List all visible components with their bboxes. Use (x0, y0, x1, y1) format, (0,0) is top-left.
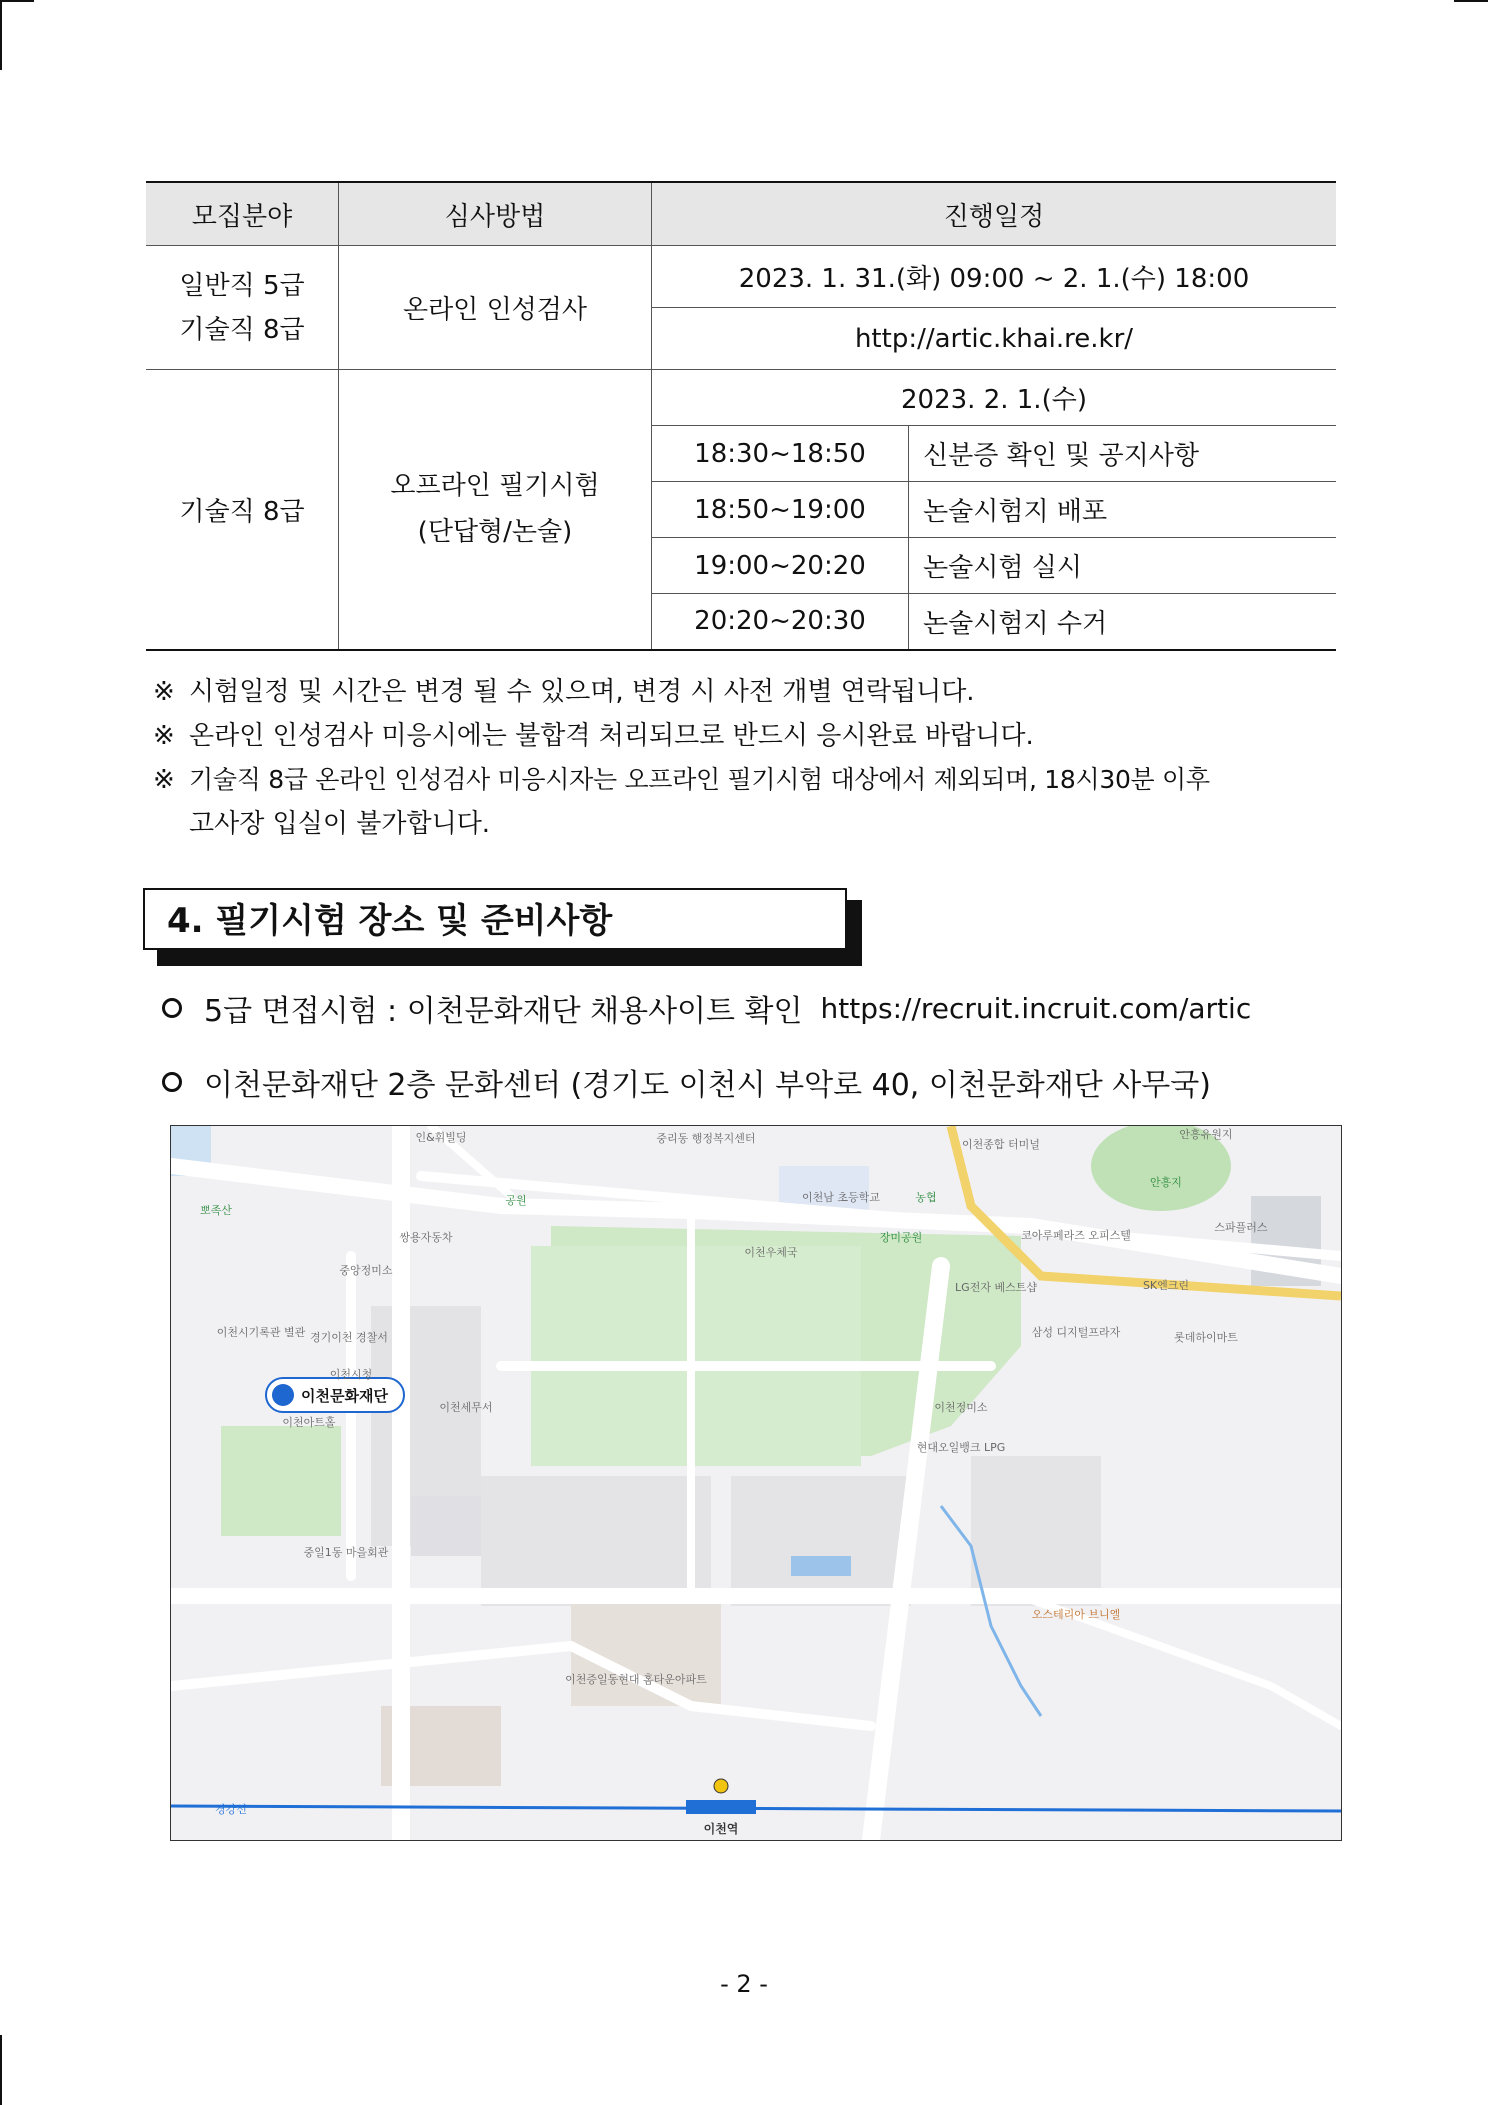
slot-time: 19:00~20:20 (652, 538, 909, 594)
header-field: 모집분야 (146, 182, 339, 246)
circle-bullet-icon (162, 998, 182, 1018)
method-offline-line2: (단답형/논술) (417, 517, 573, 548)
map-label: 롯데하이마트 (1174, 1331, 1238, 1344)
crop-mark (0, 0, 34, 2)
bullet-text: 5급 면접시험 : 이천문화재단 채용사이트 확인 (204, 994, 803, 1029)
map-label: 이천우체국 (744, 1246, 798, 1259)
offline-date: 2023. 2. 1.(수) (652, 370, 1337, 426)
crop-mark (0, 0, 2, 70)
map-label: 오스테리아 브니엘 (1031, 1608, 1121, 1621)
recruit-url-link[interactable]: https://recruit.incruit.com/artic (820, 991, 1252, 1025)
map-label: 이천시청 (329, 1368, 373, 1381)
map-label: 이천정미소 (934, 1401, 988, 1414)
field-general-5: 일반직 5급 (179, 270, 305, 301)
map-label: 이천아트홀 (282, 1416, 336, 1429)
map-label: 중일1동 마을회관 (303, 1546, 389, 1559)
note-text: 기술직 8급 온라인 인성검사 미응시자는 오프라인 필기시험 대상에서 제외되며, 18시30분 이후 (189, 765, 1210, 794)
note-mark: ※ (153, 721, 175, 751)
bullet-text: 이천문화재단 2층 문화센터 (경기도 이천시 부악로 40, 이천문화재단 사무국) (204, 1068, 1211, 1103)
map-label: 이천남 초등학교 (802, 1191, 880, 1204)
bullet-item (162, 1060, 1211, 1104)
map-pin-label: 이천문화재단 (301, 1387, 388, 1405)
slot-time: 18:50~19:00 (652, 482, 909, 538)
field-cell (146, 246, 339, 370)
method-offline (339, 370, 652, 650)
slot-desc: 신분증 확인 및 공지사항 (909, 426, 1337, 482)
slot-desc: 논술시험 실시 (909, 538, 1337, 594)
map-label: 이천역 (703, 1822, 739, 1836)
map-label: 안흥지 (1150, 1176, 1182, 1189)
map-pin-icon (272, 1384, 294, 1406)
map-label: 이천증일동현대 홈타운아파트 (565, 1673, 707, 1686)
slot-desc: 논술시험지 배포 (909, 482, 1337, 538)
schedule-table (146, 181, 1336, 651)
map-label: 코아루페라즈 오피스텔 (1021, 1229, 1131, 1242)
note-mark: ※ (153, 765, 175, 795)
map-label: 안흥유원지 (1179, 1128, 1233, 1141)
note-item (153, 670, 1353, 714)
note-text: 온라인 인성검사 미응시에는 불합격 처리되므로 반드시 응시완료 바랍니다. (189, 721, 1034, 751)
page-number: - 2 - (720, 1970, 768, 1998)
online-schedule: 2023. 1. 31.(화) 09:00 ~ 2. 1.(수) 18:00 (652, 246, 1337, 308)
map-canvas (171, 1126, 1341, 1840)
map-label: 이천종합 터미널 (962, 1138, 1040, 1151)
map-label: 농협 (915, 1191, 937, 1204)
map-label: 경기이천 경찰서 (310, 1331, 388, 1344)
map-label: 스파플러스 (1214, 1221, 1268, 1234)
field-tech-8-offline: 기술직 8급 (146, 370, 339, 650)
method-offline-line1: 오프라인 필기시험 (390, 471, 600, 502)
location-map[interactable] (170, 1125, 1342, 1841)
slot-time: 20:20~20:30 (652, 594, 909, 650)
bullet-item (162, 986, 1251, 1030)
crop-mark (1454, 0, 1488, 2)
header-method: 심사방법 (339, 182, 652, 246)
note-text: 고사장 입실이 불가합니다. (189, 809, 491, 839)
header-schedule: 진행일정 (652, 182, 1337, 246)
online-url: http://artic.khai.re.kr/ (652, 308, 1337, 370)
note-text: 시험일정 및 시간은 변경 될 수 있으며, 변경 시 사전 개별 연락됩니다. (189, 677, 975, 707)
circle-bullet-icon (162, 1072, 182, 1092)
map-label: 쌍용자동차 (399, 1231, 453, 1244)
map-label: 장미공원 (879, 1231, 923, 1244)
section-title: 4. 필기시험 장소 및 준비사항 (143, 888, 847, 950)
map-label: 삼성 디지털프라자 (1031, 1326, 1121, 1339)
map-label: 공원 (505, 1194, 527, 1207)
field-tech-8: 기술직 8급 (179, 314, 305, 345)
slot-desc: 논술시험지 수거 (909, 594, 1337, 650)
note-item (153, 714, 1353, 758)
map-label: 뽀족산 (200, 1204, 232, 1217)
map-label: SK엔크린 (1142, 1279, 1190, 1292)
crop-mark (0, 2035, 2, 2105)
map-label: 이천시기록관 별관 (216, 1326, 306, 1339)
note-item (153, 802, 1353, 846)
slot-time: 18:30~18:50 (652, 426, 909, 482)
notes (153, 670, 1353, 846)
map-label: 현대오일뱅크 LPG (916, 1441, 1006, 1454)
map-label: 인&휘빌딩 (415, 1131, 467, 1144)
map-label: 이천세무서 (439, 1401, 493, 1414)
note-mark: ※ (153, 677, 175, 707)
map-label: 중리동 행정복지센터 (656, 1132, 756, 1145)
map-label: 경강선 (215, 1803, 247, 1816)
method-online: 온라인 인성검사 (339, 246, 652, 370)
map-label: 중앙정미소 (339, 1264, 393, 1277)
map-label: LG전자 베스트샵 (955, 1281, 1037, 1294)
note-item (153, 758, 1353, 802)
